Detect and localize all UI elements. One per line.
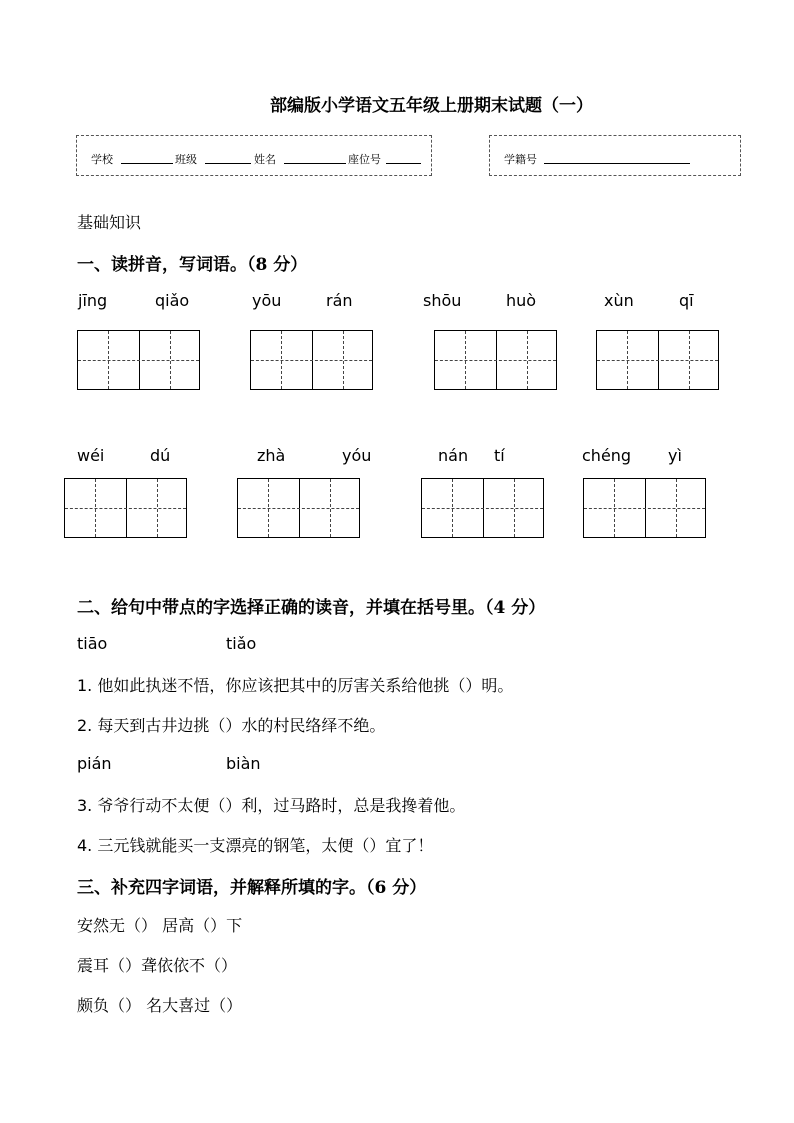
section1-heading: 一、读拼音，写词语。（8 分） — [77, 255, 308, 275]
pinyin-label: shōu — [423, 291, 462, 310]
writing-grid[interactable] — [421, 478, 544, 538]
student-id-label: 学籍号 — [504, 153, 537, 166]
writing-grid[interactable] — [77, 330, 200, 390]
section3-heading: 三、补充四字词语，并解释所填的字。（6 分） — [77, 878, 427, 898]
pinyin-label: dú — [150, 446, 171, 465]
page-title: 部编版小学语文五年级上册期末试题（一） — [270, 96, 593, 116]
pinyin-label: huò — [506, 291, 537, 310]
writing-grid[interactable] — [64, 478, 187, 538]
pinyin-label: yóu — [342, 446, 372, 465]
writing-grid[interactable] — [237, 478, 360, 538]
name-field[interactable] — [284, 152, 346, 164]
pinyin-label: jīng — [78, 291, 108, 310]
question-2: 2. 每天到古井边挑（）水的村民络绎不绝。 — [77, 716, 386, 735]
student-id-field[interactable] — [544, 152, 690, 164]
name-label: 姓名 — [254, 153, 276, 166]
seat-label: 座位号 — [348, 153, 381, 166]
pinyin-label: yōu — [252, 291, 282, 310]
idiom-line-2: 震耳（）聋依依不（） — [77, 956, 238, 975]
pinyin-label: qiǎo — [155, 291, 190, 310]
pinyin-option: tiāo — [77, 634, 108, 653]
question-3: 3. 爷爷行动不太便（）利，过马路时，总是我搀着他。 — [77, 796, 466, 815]
pinyin-option: biàn — [226, 754, 261, 773]
pinyin-option: pián — [77, 754, 112, 773]
pinyin-label: yì — [668, 446, 682, 465]
pinyin-label: nán — [438, 446, 469, 465]
class-field[interactable] — [205, 152, 251, 164]
basic-knowledge-heading: 基础知识 — [77, 213, 142, 232]
pinyin-label: zhà — [257, 446, 286, 465]
writing-grid[interactable] — [596, 330, 719, 390]
idiom-line-3: 颇负（） 名大喜过（） — [77, 996, 243, 1015]
class-label: 班级 — [175, 153, 197, 166]
pinyin-label: rán — [326, 291, 353, 310]
pinyin-label: chéng — [582, 446, 632, 465]
student-id-box — [489, 135, 741, 176]
question-4: 4. 三元钱就能买一支漂亮的钢笔，太便（）宜了！ — [77, 836, 434, 855]
section2-heading: 二、给句中带点的字选择正确的读音，并填在括号里。（4 分） — [77, 598, 546, 618]
question-1: 1. 他如此执迷不悟，你应该把其中的厉害关系给他挑（）明。 — [77, 676, 514, 695]
school-label: 学校 — [91, 153, 113, 166]
pinyin-option: tiǎo — [226, 634, 257, 653]
pinyin-label: xùn — [604, 291, 634, 310]
pinyin-label: qī — [679, 291, 694, 310]
writing-grid[interactable] — [250, 330, 373, 390]
school-field[interactable] — [121, 152, 173, 164]
writing-grid[interactable] — [434, 330, 557, 390]
student-info-box — [76, 135, 432, 176]
seat-field[interactable] — [386, 152, 421, 164]
writing-grid[interactable] — [583, 478, 706, 538]
idiom-line-1: 安然无（） 居高（）下 — [77, 916, 243, 935]
pinyin-label: wéi — [77, 446, 105, 465]
pinyin-label: tí — [494, 446, 505, 465]
